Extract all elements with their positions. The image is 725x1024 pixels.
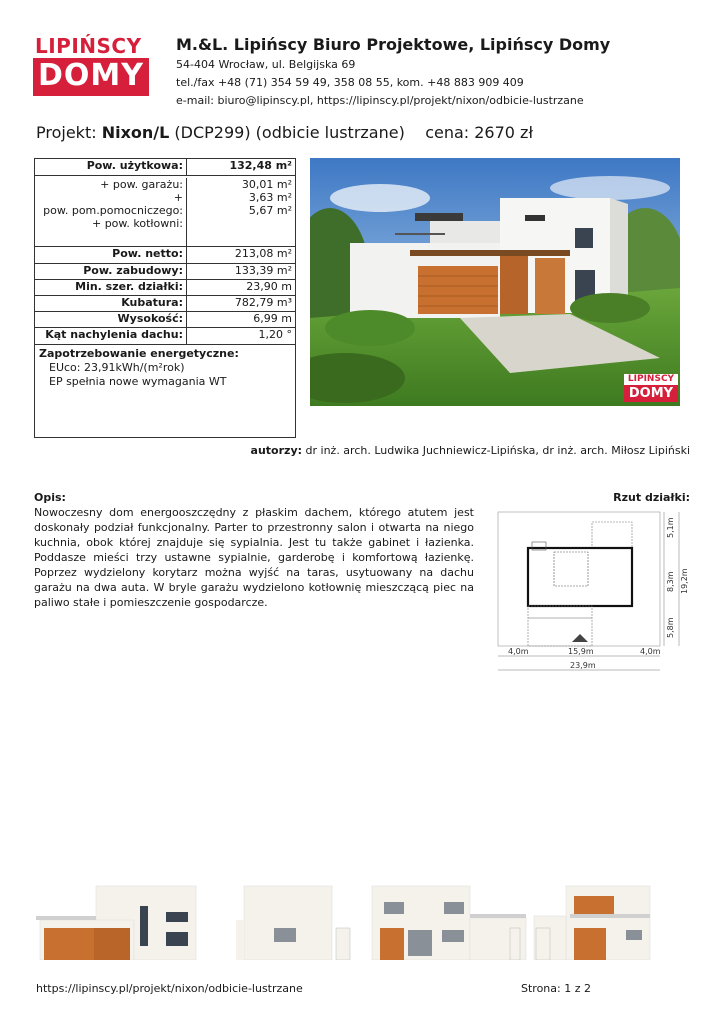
spec-value: 6,99 m <box>253 312 292 325</box>
spec-value: 23,90 m <box>246 280 292 293</box>
plot-plan-drawing <box>494 508 694 680</box>
elevation-drawings <box>36 872 691 960</box>
energy-section <box>35 345 295 391</box>
spec-row-built <box>35 264 295 280</box>
elevation-front <box>36 886 196 960</box>
spec-label: Kubatura: <box>35 296 187 311</box>
dim-bottom: 5,8m <box>666 617 675 638</box>
spec-label: Wysokość: <box>35 312 187 327</box>
spec-label: + pow. garażu: <box>100 178 183 191</box>
spec-value: 5,67 m² <box>248 204 292 217</box>
authors-line <box>251 444 690 457</box>
company-contact[interactable]: e-mail: biuro@lipinscy.pl, https://lipinscy.pl/projekt/nixon/odbicie-lustrzane <box>176 94 584 107</box>
authors-value: dr inż. arch. Ludwika Juchniewicz-Lipińska, dr inż. arch. Miłosz Lipiński <box>305 444 690 457</box>
energy-euco: EUco: 23,91kWh/(m²rok) <box>49 361 185 374</box>
photo-logo-top: LIPIŃSCY <box>624 374 678 385</box>
dim-left: 4,0m <box>508 647 529 656</box>
spec-extras-values <box>187 178 295 246</box>
spec-row-extras <box>35 176 295 247</box>
description-text: Nowoczesny dom energooszczędny z płaskim dachem, którego atutem jest doskonały podział funkcjonalny. Parter to przestronny salon i otwarta na niego kuchnia, obok której znajduje się sypialnia. Jest tu także gabinet i łazienka. Poddasze mieści trzy ustawne sypialnie, garderobę i komfortową łazienkę. Poprzez wydzielony korytarz można wyjść na taras, usytuowany na dachu garażu na dwa auta. W bryle garażu wydzielono kotłownię mieszczącą piec na paliwo stałe i pomieszczenie gospodarcze. <box>34 506 474 609</box>
spec-label: Pow. zabudowy: <box>35 264 187 279</box>
footer-url[interactable]: https://lipinscy.pl/projekt/nixon/odbicie-lustrzane <box>36 982 303 995</box>
spec-value: 3,63 m² <box>248 191 292 204</box>
elevations-strip <box>36 872 691 960</box>
spec-row-height <box>35 312 295 328</box>
spec-row-net <box>35 247 295 264</box>
company-logo <box>33 36 149 98</box>
description-heading: Opis: <box>34 491 66 504</box>
spec-table <box>34 158 296 438</box>
spec-label: + <box>173 191 183 204</box>
spec-value: 782,79 m³ <box>234 296 292 309</box>
spec-value: 213,08 m² <box>234 247 292 260</box>
dim-top: 5,1m <box>666 517 675 538</box>
spec-label: pow. pom.pomocniczego: <box>43 204 183 217</box>
plot-plan <box>494 508 694 680</box>
company-phone: tel./fax +48 (71) 354 59 49, 358 08 55, kom. +48 883 909 409 <box>176 76 524 89</box>
elevation-side-left <box>236 886 350 960</box>
project-name: Nixon/L <box>101 123 170 142</box>
dim-middle: 8,3m <box>666 571 675 592</box>
dim-right: 4,0m <box>640 647 661 656</box>
spec-extras-labels <box>35 178 187 246</box>
spec-label: + pow. kotłowni: <box>91 217 183 230</box>
spec-label: Min. szer. działki: <box>35 280 187 295</box>
photo-logo-bottom: DOMY <box>624 385 678 402</box>
spec-value: 133,39 m² <box>234 264 292 277</box>
spec-label: Pow. netto: <box>35 247 187 263</box>
authors-key: autorzy: <box>250 444 303 457</box>
photo-logo <box>624 374 678 404</box>
project-title <box>36 122 533 144</box>
energy-title: Zapotrzebowanie energetyczne: <box>39 347 239 360</box>
house-photo <box>310 158 680 406</box>
house-render-image <box>310 158 680 406</box>
energy-ep: EP spełnia nowe wymagania WT <box>49 375 227 388</box>
spec-row-volume <box>35 296 295 312</box>
footer-page-number: Strona: 1 z 2 <box>521 982 591 995</box>
spec-label: Pow. użytkowa: <box>35 159 187 175</box>
elevation-side-right <box>534 886 650 960</box>
spec-value: 1,20 ° <box>258 328 292 341</box>
spec-label: Kąt nachylenia dachu: <box>35 328 187 344</box>
project-prefix: Projekt: <box>36 123 97 142</box>
dim-height: 19,2m <box>680 568 689 594</box>
company-header <box>176 34 610 110</box>
plot-plan-heading: Rzut działki: <box>613 491 690 504</box>
dim-mid: 15,9m <box>568 647 594 656</box>
project-price: cena: 2670 zł <box>425 123 533 142</box>
logo-top-text: LIPIŃSCY <box>35 34 142 58</box>
company-name: M.&L. Lipińscy Biuro Projektowe, Lipińscy Domy <box>176 35 611 54</box>
spec-row-roof <box>35 328 295 345</box>
elevation-rear <box>372 886 526 960</box>
logo-bottom-text: DOMY <box>33 58 149 96</box>
spec-row-plot <box>35 280 295 296</box>
spec-row-usable <box>35 159 295 176</box>
project-code: (DCP299) (odbicie lustrzane) <box>174 123 405 142</box>
spec-value: 132,48 m² <box>229 159 292 172</box>
dim-total: 23,9m <box>570 661 596 670</box>
spec-value: 30,01 m² <box>241 178 292 191</box>
company-address: 54-404 Wrocław, ul. Belgijska 69 <box>176 58 356 71</box>
